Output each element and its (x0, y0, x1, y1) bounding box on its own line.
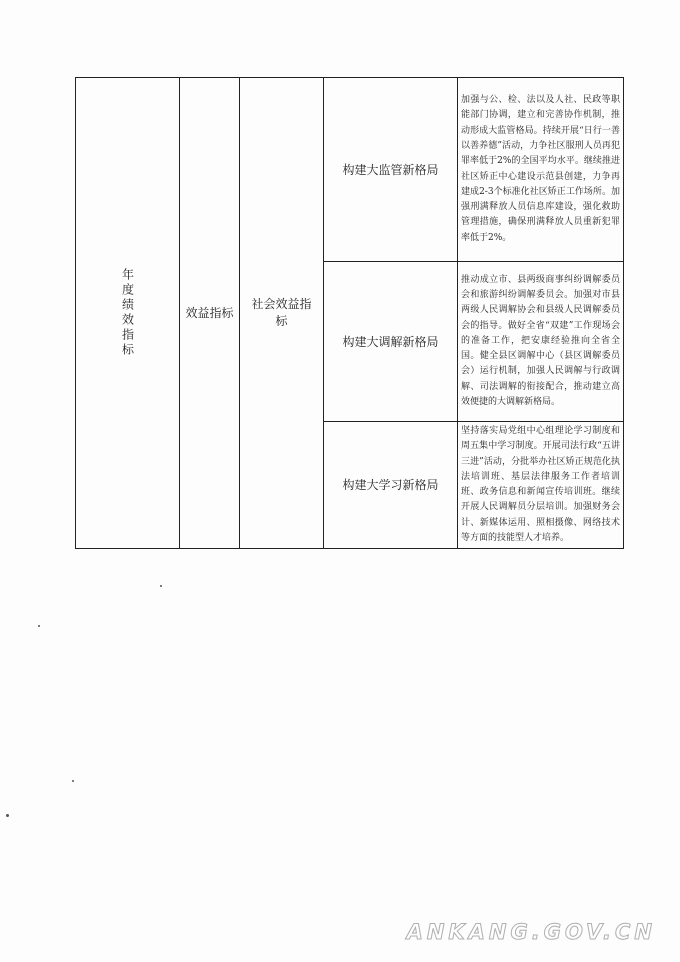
item-description: 加强与公、检、法以及人社、民政等职能部门协调，建立和完善协作机制，推动形成大监管格局。持续开展“日行一善 以善养德”活动，力争社区服刑人员再犯罪率低于2%的全国平均水平。继续推进社区矫正中心建设示范县创建，力争再建成2-3个标准化社区矫正工作场所。加强刑满释放人员信息库建设，强化救助管理措施，确保刑满释放人员重新犯罪率低于2%。 (461, 95, 620, 243)
indicator-type-cell (180, 78, 240, 549)
year-indicator-label: 年度绩效指标 (120, 268, 135, 359)
site-watermark: ANKANG.GOV.CN (406, 920, 656, 944)
description-cell (458, 78, 624, 262)
item-cell (324, 262, 458, 422)
table-row (76, 78, 624, 262)
indicator-category-cell (240, 78, 324, 549)
indicator-category-label: 社会效益指标 (251, 297, 312, 329)
item-description: 坚持落实局党组中心组理论学习制度和周五集中学习制度。开展司法行政“五讲三进”活动，分批举办社区矫正规范化执法培训班、基层法律服务工作者培训班、政务信息和新闻宣传培训班。继续开展人民调解员分层培训。加强财务会计、新媒体运用、照相摄像、网络技术等方面的技能型人才培养。 (461, 426, 620, 544)
indicator-type-label: 效益指标 (185, 305, 234, 320)
item-label: 构建大监管新格局 (342, 162, 439, 177)
year-indicator-cell (76, 78, 180, 549)
item-label: 构建大学习新格局 (342, 478, 439, 493)
description-cell (458, 422, 624, 549)
item-cell (324, 78, 458, 262)
scan-speck (6, 814, 9, 817)
item-label: 构建大调解新格局 (342, 334, 439, 349)
scan-speck (38, 625, 40, 627)
item-description: 推动成立市、县两级商事纠纷调解委员会和旅游纠纷调解委员会。加强对市县两级人民调解协会和县级人民调解委员会的指导。做好全省“双建”工作现场会的准备工作，把安康经验推向全省全国。健全县区调解中心（县区调解委员会）运行机制，加强人民调解与行政调解、司法调解的衔接配合，推动建立高效便捷的大调解新格局。 (461, 274, 620, 408)
scan-speck (72, 780, 74, 782)
performance-indicator-table (75, 77, 624, 549)
description-cell (458, 262, 624, 422)
item-cell (324, 422, 458, 549)
scan-speck (160, 585, 162, 587)
